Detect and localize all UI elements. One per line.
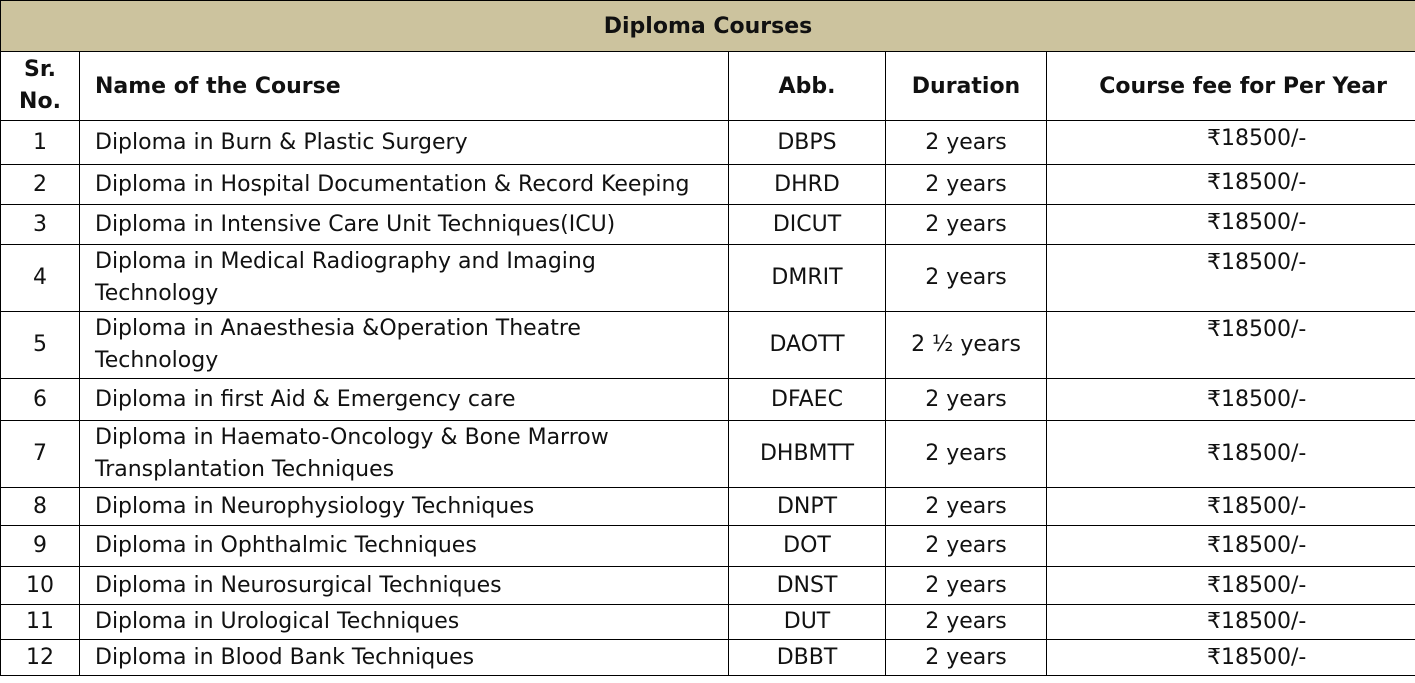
table-row	[1, 640, 1415, 676]
cell-fee: ₹18500/-	[1047, 379, 1415, 421]
cell-duration: 2 years	[886, 421, 1047, 488]
header-course-name: Name of the Course	[80, 52, 729, 121]
table-title-row	[1, 1, 1415, 52]
table-row	[1, 165, 1415, 205]
cell-fee: ₹18500/-	[1047, 165, 1415, 205]
cell-abb: DHBMTT	[729, 421, 886, 488]
cell-sr: 9	[1, 526, 80, 567]
cell-fee: ₹18500/-	[1047, 421, 1415, 488]
cell-course-name: Diploma in Ophthalmic Techniques	[80, 526, 729, 567]
cell-course-name: Diploma in Haemato-Oncology & Bone Marrow Transplantation Techniques	[80, 421, 729, 488]
cell-sr: 6	[1, 379, 80, 421]
cell-fee: ₹18500/-	[1047, 205, 1415, 245]
table-header-row	[1, 52, 1415, 121]
cell-course-name: Diploma in Burn & Plastic Surgery	[80, 121, 729, 165]
cell-fee: ₹18500/-	[1047, 121, 1415, 165]
cell-sr: 12	[1, 640, 80, 676]
cell-fee: ₹18500/-	[1047, 312, 1415, 379]
header-abb: Abb.	[729, 52, 886, 121]
cell-fee: ₹18500/-	[1047, 605, 1415, 640]
cell-abb: DOT	[729, 526, 886, 567]
cell-abb: DNPT	[729, 488, 886, 526]
cell-fee: ₹18500/-	[1047, 567, 1415, 605]
cell-duration: 2 years	[886, 488, 1047, 526]
cell-abb: DFAEC	[729, 379, 886, 421]
cell-abb: DICUT	[729, 205, 886, 245]
cell-course-name: Diploma in Neurosurgical Techniques	[80, 567, 729, 605]
cell-sr: 5	[1, 312, 80, 379]
cell-abb: DHRD	[729, 165, 886, 205]
cell-abb: DNST	[729, 567, 886, 605]
cell-course-name: Diploma in Hospital Documentation & Record Keeping	[80, 165, 729, 205]
cell-course-name: Diploma in first Aid & Emergency care	[80, 379, 729, 421]
cell-sr: 7	[1, 421, 80, 488]
cell-fee: ₹18500/-	[1047, 245, 1415, 312]
cell-sr: 11	[1, 605, 80, 640]
cell-duration: 2 years	[886, 121, 1047, 165]
cell-abb: DMRIT	[729, 245, 886, 312]
header-fee: Course fee for Per Year	[1047, 52, 1415, 121]
cell-duration: 2 years	[886, 245, 1047, 312]
table-row	[1, 526, 1415, 567]
cell-duration: 2 years	[886, 640, 1047, 676]
cell-course-name: Diploma in Anaesthesia &Operation Theatre Technology	[80, 312, 729, 379]
cell-duration: 2 years	[886, 165, 1047, 205]
cell-sr: 2	[1, 165, 80, 205]
cell-sr: 10	[1, 567, 80, 605]
cell-abb: DBBT	[729, 640, 886, 676]
cell-course-name: Diploma in Neurophysiology Techniques	[80, 488, 729, 526]
cell-duration: 2 years	[886, 567, 1047, 605]
cell-fee: ₹18500/-	[1047, 488, 1415, 526]
table-row	[1, 605, 1415, 640]
cell-course-name: Diploma in Medical Radiography and Imaging Technology	[80, 245, 729, 312]
cell-abb: DUT	[729, 605, 886, 640]
cell-course-name: Diploma in Blood Bank Techniques	[80, 640, 729, 676]
cell-course-name: Diploma in Intensive Care Unit Techniques(ICU)	[80, 205, 729, 245]
cell-fee: ₹18500/-	[1047, 640, 1415, 676]
table-row	[1, 245, 1415, 312]
table-row	[1, 488, 1415, 526]
cell-duration: 2 ½ years	[886, 312, 1047, 379]
cell-sr: 4	[1, 245, 80, 312]
table-row	[1, 567, 1415, 605]
cell-duration: 2 years	[886, 605, 1047, 640]
cell-fee: ₹18500/-	[1047, 526, 1415, 567]
cell-duration: 2 years	[886, 205, 1047, 245]
header-sr-no: Sr. No.	[1, 52, 80, 121]
cell-abb: DBPS	[729, 121, 886, 165]
cell-sr: 8	[1, 488, 80, 526]
table-title: Diploma Courses	[1, 1, 1415, 52]
cell-course-name: Diploma in Urological Techniques	[80, 605, 729, 640]
table-row	[1, 205, 1415, 245]
cell-duration: 2 years	[886, 526, 1047, 567]
table-row	[1, 379, 1415, 421]
cell-duration: 2 years	[886, 379, 1047, 421]
cell-abb: DAOTT	[729, 312, 886, 379]
table-row	[1, 312, 1415, 379]
table-row	[1, 421, 1415, 488]
header-duration: Duration	[886, 52, 1047, 121]
table-row	[1, 121, 1415, 165]
cell-sr: 1	[1, 121, 80, 165]
cell-sr: 3	[1, 205, 80, 245]
